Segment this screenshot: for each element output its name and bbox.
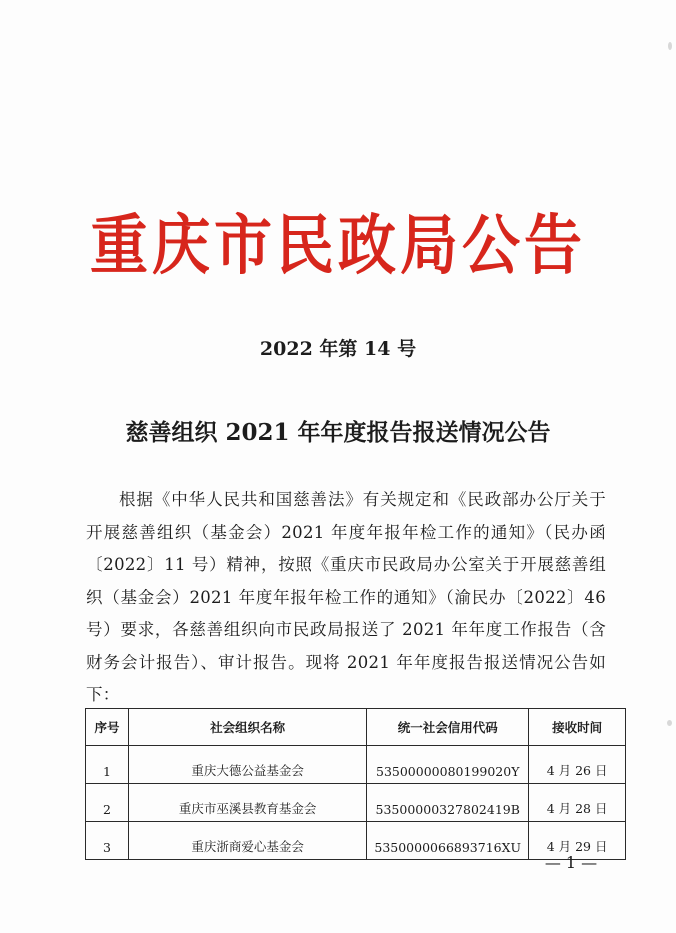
- header-receive-date: 接收时间: [529, 709, 626, 746]
- header-org-name: 社会组织名称: [128, 709, 366, 746]
- scan-speck-mark: [667, 720, 672, 726]
- document-title: 慈善组织 2021 年年度报告报送情况公告: [125, 419, 551, 446]
- row-credit-code: 5350000066893716XU: [367, 822, 529, 860]
- charity-report-table: [85, 708, 626, 860]
- row-receive-date: 4 月 26 日: [529, 746, 626, 784]
- header-credit-code: 统一社会信用代码: [367, 709, 529, 746]
- row-receive-date: 4 月 29 日: [529, 822, 626, 860]
- row-index: 3: [86, 822, 129, 860]
- body-paragraph: 根据《中华人民共和国慈善法》有关规定和《民政部办公厅关于开展慈善组织（基金会）2021 年度年报年检工作的通知》（民办函〔2022〕11 号）精神，按照《重庆市民政局办公室关于开展慈善组织（基金会）2021 年度年报年检工作的通知》（渝民办〔2022〕46 号）要求，各慈善组织向市民政局报送了 2021 年年度工作报告（含财务会计报告）、审计报告。现将 2021 年年度报告报送情况公告如下：: [86, 490, 606, 704]
- table-header-row: [86, 709, 626, 746]
- document-number: 2022 年第 14 号: [259, 338, 417, 360]
- scan-speck-mark: [668, 42, 672, 50]
- row-credit-code: 53500000080199020Y: [367, 746, 529, 784]
- table-row: [86, 746, 626, 784]
- table-row: [86, 784, 626, 822]
- row-receive-date: 4 月 28 日: [529, 784, 626, 822]
- row-index: 1: [86, 746, 129, 784]
- document-heading: 重庆市民政局公告: [89, 206, 586, 284]
- row-credit-code: 53500000327802419B: [367, 784, 529, 822]
- header-index: 序号: [86, 709, 129, 746]
- row-org-name: 重庆浙商爱心基金会: [128, 822, 366, 860]
- row-org-name: 重庆市巫溪县教育基金会: [128, 784, 366, 822]
- page-number: — 1 —: [544, 853, 598, 872]
- row-index: 2: [86, 784, 129, 822]
- row-org-name: 重庆大德公益基金会: [128, 746, 366, 784]
